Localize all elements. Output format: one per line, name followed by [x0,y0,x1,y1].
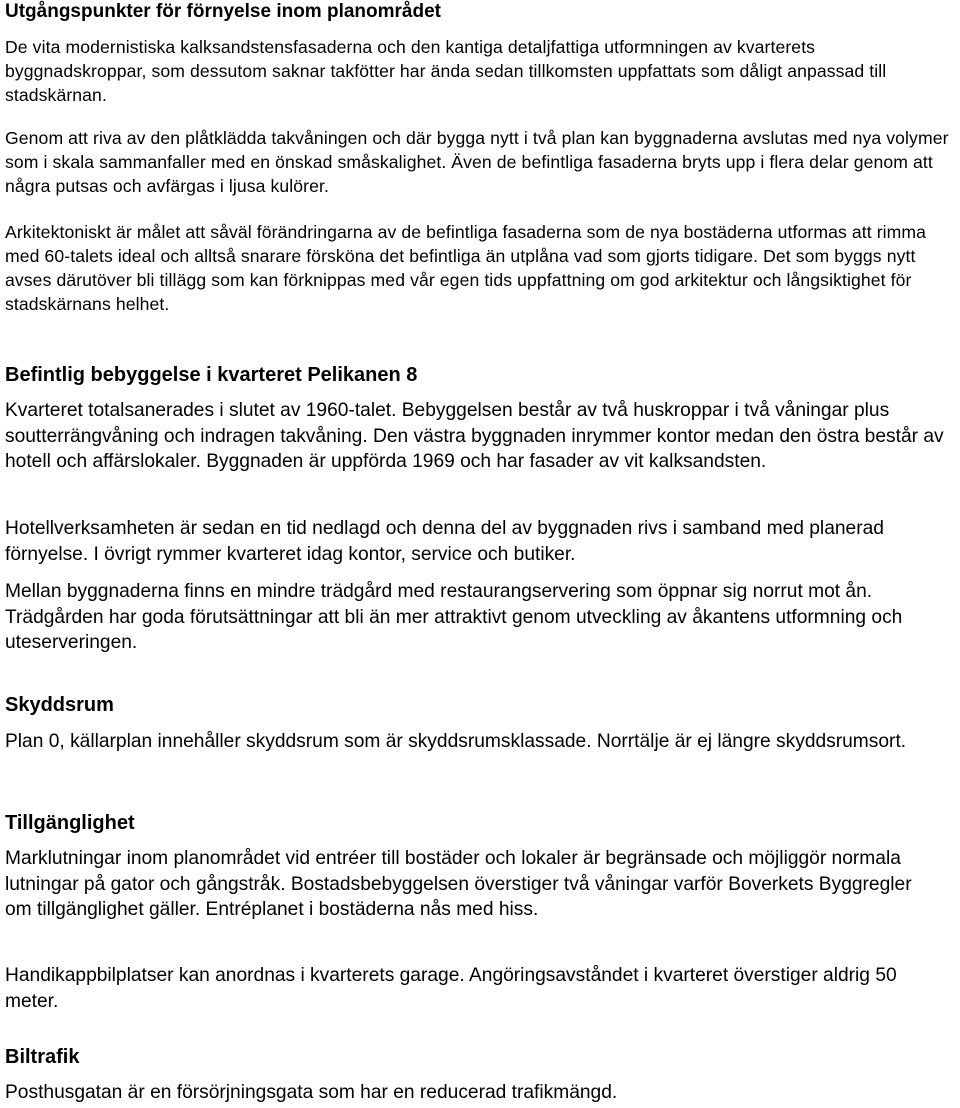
section-heading: Befintlig bebyggelse i kvarteret Pelikanen 8 [5,364,418,386]
paragraph: Marklutningar inom planområdet vid entréer till bostäder och lokaler är begränsade och möjliggör normala lutningar på gator och gångstråk. Bostadsbebyggelsen överstiger två våningar varför Boverkets Byggregler om tillgänglighet gäller. Entréplanet i bostäderna nås med hiss. [5,848,912,920]
section-heading: Biltrafik [5,1046,80,1068]
paragraph: Kvarteret totalsanerades i slutet av 1960-talet. Bebyggelsen består av två huskroppar i två våningar plus soutterrängvåning och indragen takvåning. Den västra byggnaden inrymmer kontor medan den östra består av hotell och affärslokaler. Byggnaden är uppförda 1969 och har fasader av vit kalksandsten. [5,400,944,472]
paragraph: Handikappbilplatser kan anordnas i kvarterets garage. Angöringsavståndet i kvarteret överstiger aldrig 50 meter. [5,965,897,1012]
paragraph: De vita modernistiska kalksandstensfasaderna och den kantiga detaljfattiga utformningen av kvarterets byggnadskroppar, som dessutom saknar takfötter har ända sedan tillkomsten uppfattats som dåligt anpassad till stadskärnan. [5,37,887,105]
paragraph: Genom att riva av den plåtklädda takvåningen och där bygga nytt i två plan kan byggnaderna avslutas med nya volymer som i skala sammanfaller med en önskad småskalighet. Även de befintliga fasaderna bryts upp i flera delar genom att några putsas och avfärgas i ljusa kulörer. [5,128,949,196]
section-heading: Utgångspunkter för förnyelse inom planområdet [5,1,441,22]
section-heading: Skyddsrum [5,694,114,716]
paragraph: Arkitektoniskt är målet att såväl förändringarna av de befintliga fasaderna som de nya bostäderna utformas att rimma med 60-talets ideal och alltså snarare försköna det befintliga än utplåna vad som gjorts tidigare. Det som byggs nytt avses därutöver bli tillägg som kan förknippas med vår egen tids uppfattning om god arkitektur och långsiktighet för stadskärnans helhet. [5,222,927,314]
section-heading: Tillgänglighet [5,812,135,834]
paragraph: Hotellverksamheten är sedan en tid nedlagd och denna del av byggnaden rivs i samband med planerad förnyelse. I övrigt rymmer kvarteret idag kontor, service och butiker. [5,518,884,565]
paragraph: Plan 0, källarplan innehåller skyddsrum som är skyddsrumsklassade. Norrtälje är ej längre skyddsrumsort. [5,731,907,752]
paragraph: Mellan byggnaderna finns en mindre trädgård med restaurangservering som öppnar sig norrut mot ån. Trädgården har goda förutsättningar att bli än mer attraktivt genom utveckling av åkantens utformning och uteserveringen. [5,581,903,653]
paragraph: Posthusgatan är en försörjningsgata som har en reducerad trafikmängd. [5,1082,618,1103]
